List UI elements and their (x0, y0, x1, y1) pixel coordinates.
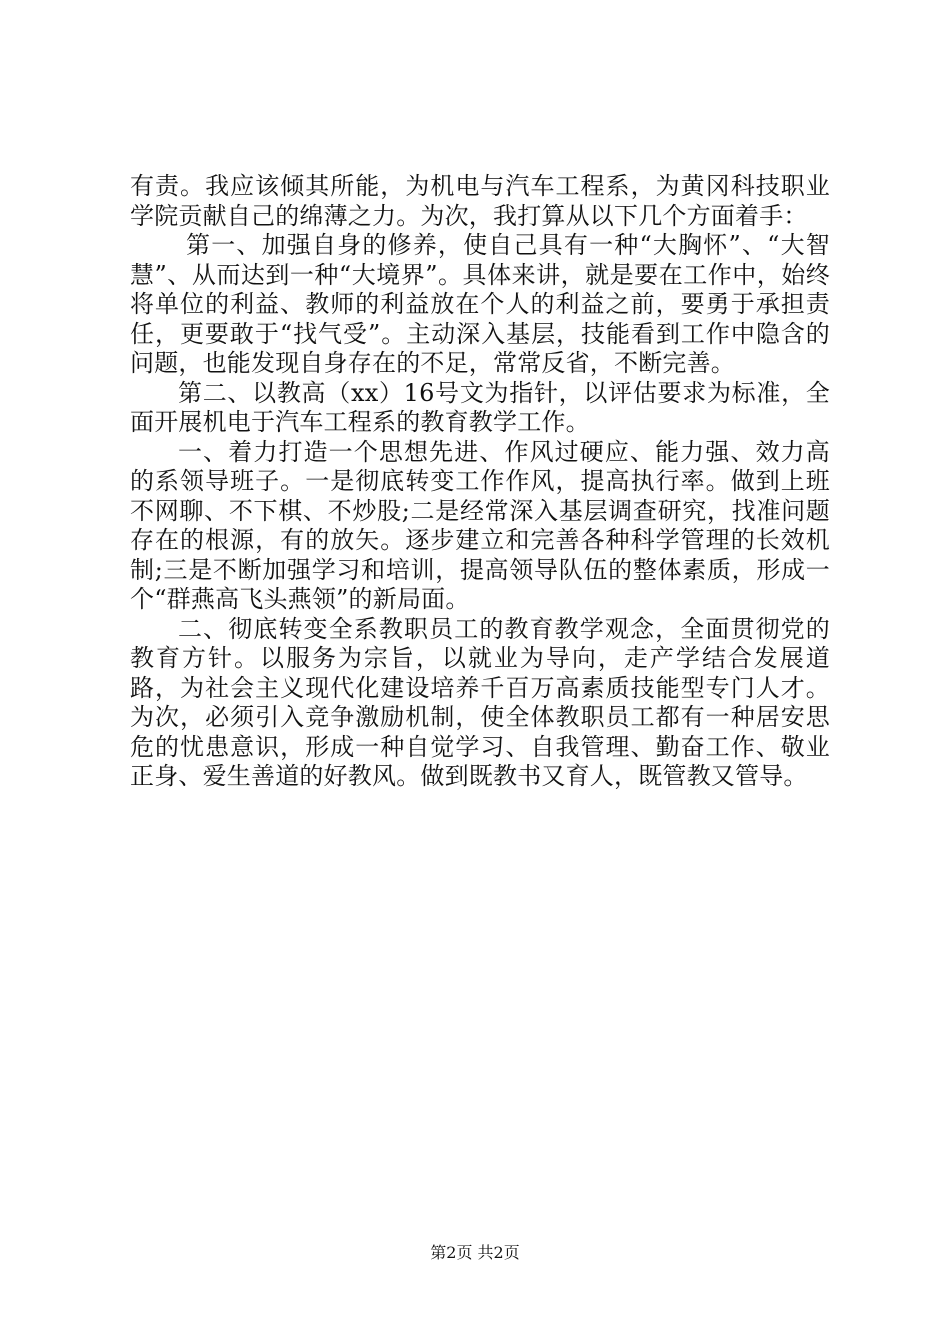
document-body (130, 172, 830, 792)
paragraph-second-point: 第二、以教高（xx）16号文为指针，以评估要求为标准，全面开展机电于汽车工程系的教育教学工作。 (130, 378, 830, 436)
paragraph-item-two: 二、彻底转变全系教职员工的教育教学观念，全面贯彻党的教育方针。以服务为宗旨，以就业为导向，走产学结合发展道路，为社会主义现代化建设培养千百万高素质技能型专门人才。为次，必须引入竞争激励机制，使全体教职员工都有一种居安思危的忧患意识，形成一种自觉学习、自我管理、勤奋工作、敬业正身、爱生善道的好教风。做到既教书又育人，既管教又管导。 (130, 614, 830, 790)
page-footer: 第2页 共2页 (430, 1243, 520, 1262)
paragraph-first-point: 第一、加强自身的修养，使自己具有一种“大胸怀”、“大智慧”、从而达到一种“大境界”。具体来讲，就是要在工作中，始终将单位的利益、教师的利益放在个人的利益之前，要勇于承担责任，更要敢于“找气受”。主动深入基层，技能看到工作中隐含的问题，也能发现自身存在的不足，常常反省，不断完善。 (130, 231, 830, 377)
paragraph-item-one: 一、着力打造一个思想先进、作风过硬应、能力强、效力高的系领导班子。一是彻底转变工作作风，提高执行率。做到上班不网聊、不下棋、不炒股;二是经常深入基层调查研究，找准问题存在的根源，有的放矢。逐步建立和完善各种科学管理的长效机制;三是不断加强学习和培训，提高领导队伍的整体素质，形成一个“群燕高飞头燕领”的新局面。 (130, 437, 830, 613)
paragraph-intro: 有责。我应该倾其所能，为机电与汽车工程系，为黄冈科技职业学院贡献自己的绵薄之力。为次，我打算从以下几个方面着手： (130, 172, 830, 230)
